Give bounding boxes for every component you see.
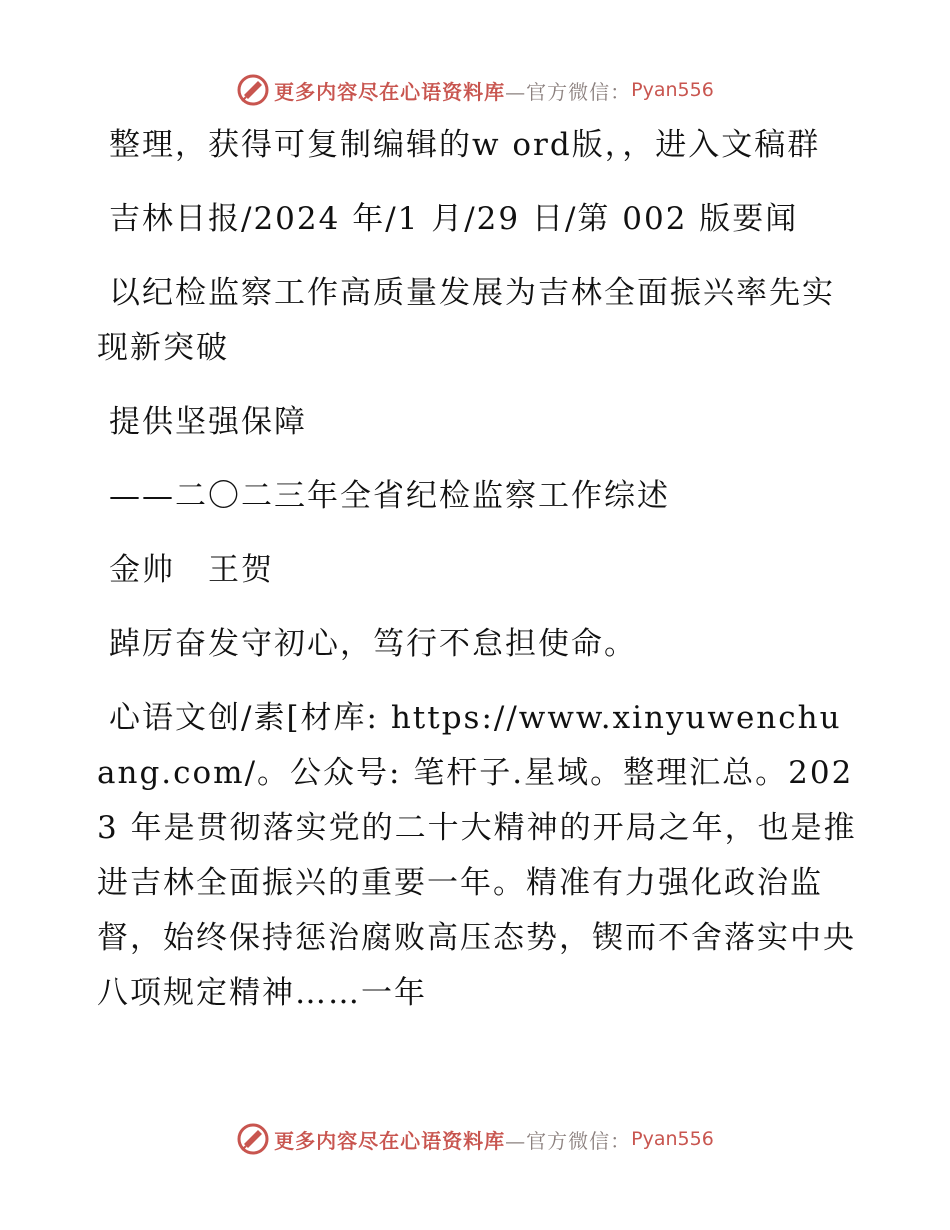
logo-icon (236, 1122, 270, 1156)
banner-wechat-label: —官方微信： (505, 79, 632, 104)
article-title-cont: 提供坚强保障 (109, 404, 307, 440)
article-subtitle: ——二〇二三年全省纪检监察工作综述 (109, 478, 670, 514)
source-line: 吉林日报/2024 年/1 月/29 日/第 002 版要闻 (109, 201, 799, 237)
author-line: 金帅 王贺 (109, 552, 274, 588)
document-body (97, 118, 857, 1040)
lead-sentence: 踔厉奋发守初心，笃行不怠担使命。 (109, 626, 637, 662)
banner-wechat-id: Pyan556 (631, 1128, 714, 1150)
banner-wechat-id: Pyan556 (631, 79, 714, 101)
body-paragraph: 心语文创/素[材库: https://www.xinyuwenchuang.com/。公众号: 笔杆子.星域。整理汇总。2023 年是贯彻落实党的二十大精神的开局之年，也是推进吉林全面振兴的重要一年。精准有力强化政治监督，始终保持惩治腐败高压态势，锲而不舍落实中央八项规定精神……一年 (97, 700, 857, 1011)
banner-wechat-label: —官方微信： (505, 1128, 632, 1153)
banner-title: 更多内容尽在心语资料库 (274, 1128, 506, 1153)
footer-banner (0, 1119, 950, 1159)
article-title: 以纪检监察工作高质量发展为吉林全面振兴率先实现新突破 (97, 275, 835, 366)
intro-line: 整理，获得可复制编辑的w ord版，，进入文稿群 (109, 127, 821, 163)
banner-title: 更多内容尽在心语资料库 (274, 79, 506, 104)
logo-icon (236, 73, 270, 107)
header-banner (0, 70, 950, 110)
